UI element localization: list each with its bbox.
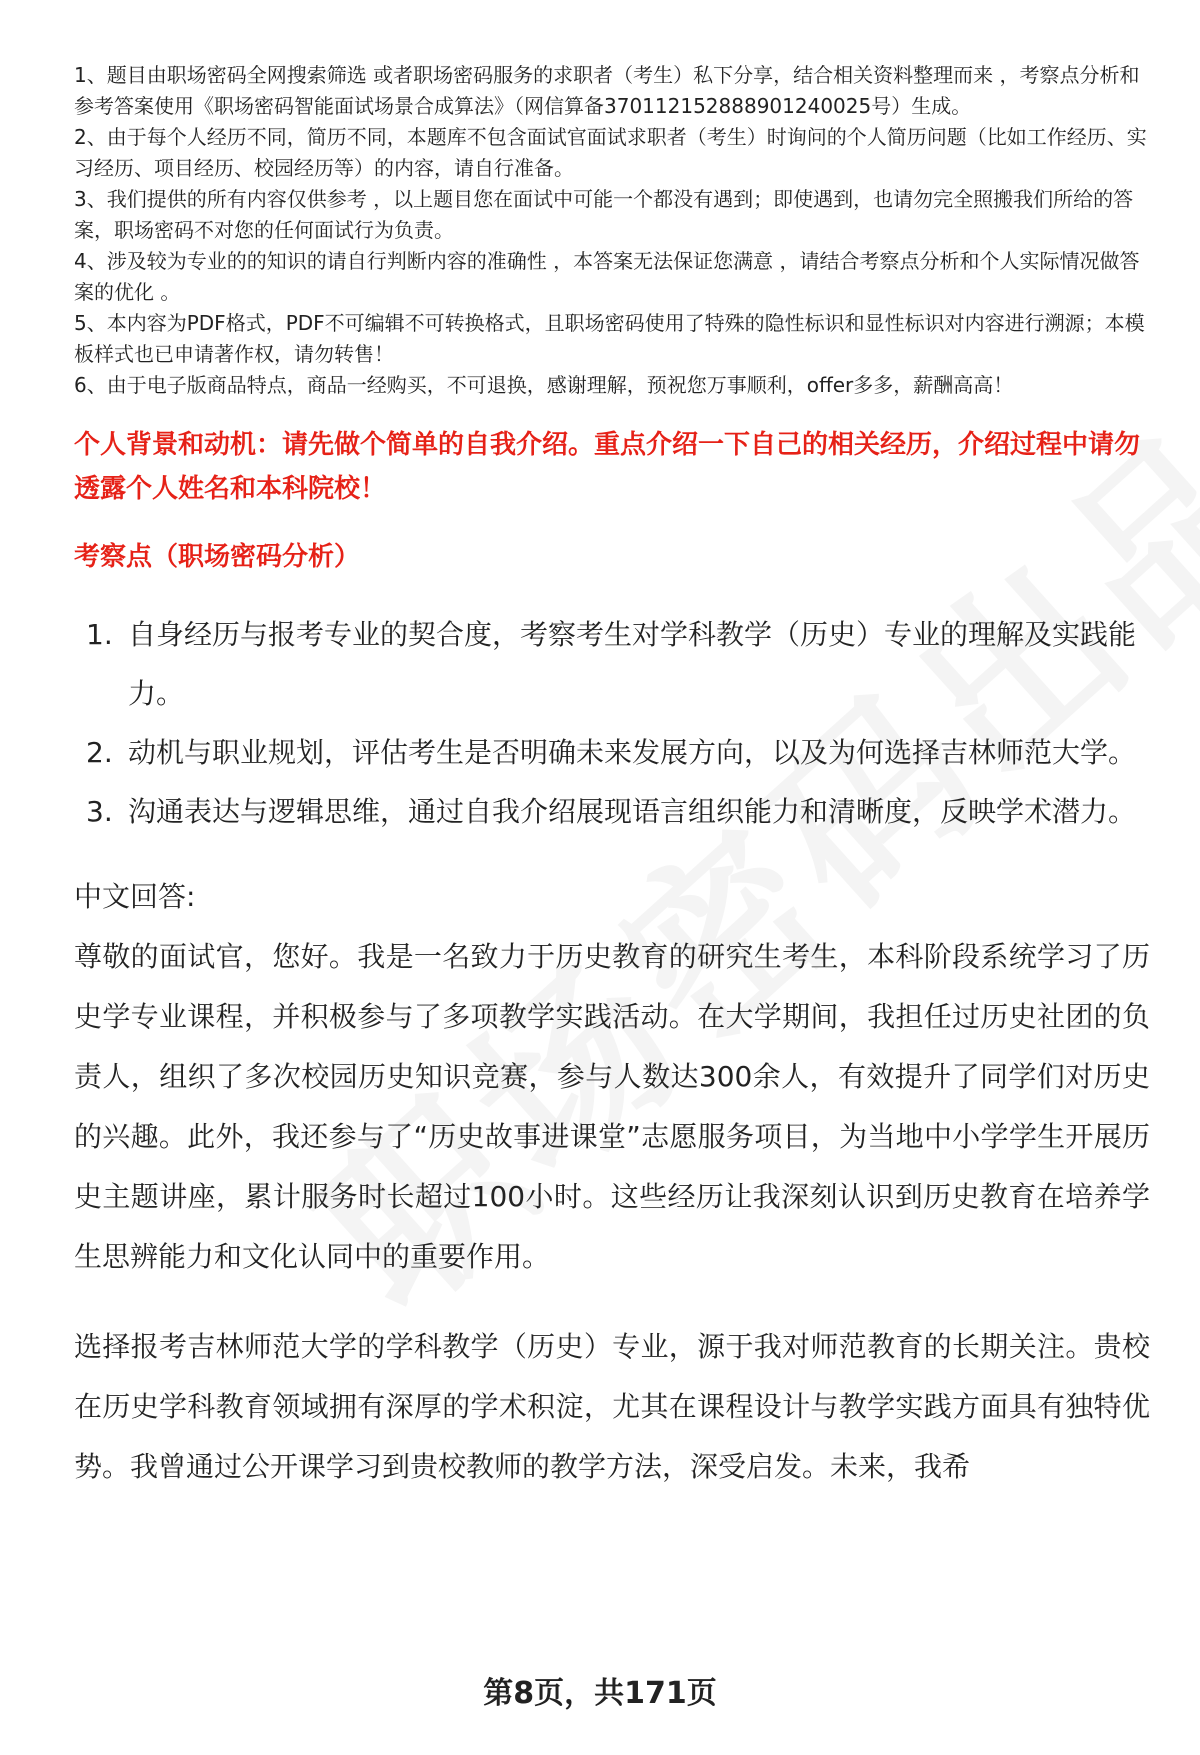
disclaimer	[74, 60, 1150, 401]
analysis-title: 考察点（职场密码分析）	[74, 542, 361, 572]
answer-label: 中文回答:	[74, 880, 196, 913]
point-number: 3.	[86, 795, 113, 828]
page-number-footer: 第8页，共171页	[483, 1676, 717, 1711]
disclaimer-item-3: 3、我们提供的所有内容仅供参考 ，以上题目您在面试中可能一个都没有遇到；即使遇到，也请勿完全照搬我们所给的答案，职场密码不对您的任何面试行为负责。	[74, 187, 1134, 242]
disclaimer-item-4: 4、涉及较为专业的的知识的请自行判断内容的准确性 ，本答案无法保证您满意 ，请结合考察点分析和个人实际情况做答案的优化 。	[74, 249, 1140, 304]
analysis-point	[74, 723, 1150, 782]
answer-paragraph: 尊敬的面试官，您好。我是一名致力于历史教育的研究生考生，本科阶段系统学习了历史学专业课程，并积极参与了多项教学实践活动。在大学期间，我担任过历史社团的负责人，组织了多次校园历史知识竞赛，参与人数达300余人，有效提升了同学们对历史的兴趣。此外，我还参与了“历史故事进课堂”志愿服务项目，为当地中小学学生开展历史主题讲座，累计服务时长超过100小时。这些经历让我深刻认识到历史教育在培养学生思辨能力和文化认同中的重要作用。	[74, 940, 1150, 1273]
analysis-point	[74, 782, 1150, 841]
answer-paragraph: 选择报考吉林师范大学的学科教学（历史）专业，源于我对师范教育的长期关注。贵校在历史学科教育领域拥有深厚的学术积淀，尤其在课程设计与教学实践方面具有独特优势。我曾通过公开课学习到贵校教师的教学方法，深受启发。未来，我希	[74, 1330, 1150, 1483]
point-text: 沟通表达与逻辑思维，通过自我介绍展现语言组织能力和清晰度，反映学术潜力。	[128, 795, 1137, 828]
point-text: 自身经历与报考专业的契合度，考察考生对学科教学（历史）专业的理解及实践能力。	[128, 618, 1137, 710]
disclaimer-item-5: 5、本内容为PDF格式，PDF不可编辑不可转换格式，且职场密码使用了特殊的隐性标识和显性标识对内容进行溯源；本模板样式也已申请著作权，请勿转售！	[74, 311, 1145, 366]
point-number: 2.	[86, 736, 113, 769]
disclaimer-item-2: 2、由于每个人经历不同，简历不同，本题库不包含面试官面试求职者（考生）时询问的个人简历问题（比如工作经历、实习经历、项目经历、校园经历等）的内容，请自行准备。	[74, 125, 1147, 180]
disclaimer-item-1: 1、题目由职场密码全网搜索筛选 或者职场密码服务的求职者（考生）私下分享，结合相关资料整理而来 ，考察点分析和参考答案使用《职场密码智能面试场景合成算法》（网信算备370112152888901240025号）生成。	[74, 63, 1140, 118]
point-number: 1.	[86, 618, 113, 651]
point-text: 动机与职业规划，评估考生是否明确未来发展方向，以及为何选择吉林师范大学。	[128, 736, 1137, 769]
analysis-points	[74, 605, 1150, 841]
analysis-point	[74, 605, 1150, 723]
question-heading: 个人背景和动机：请先做个简单的自我介绍。重点介绍一下自己的相关经历，介绍过程中请勿透露个人姓名和本科院校！	[74, 430, 1141, 504]
disclaimer-item-6: 6、由于电子版商品特点，商品一经购买，不可退换，感谢理解，预祝您万事顺利，offer多多，薪酬高高！	[74, 373, 1014, 397]
